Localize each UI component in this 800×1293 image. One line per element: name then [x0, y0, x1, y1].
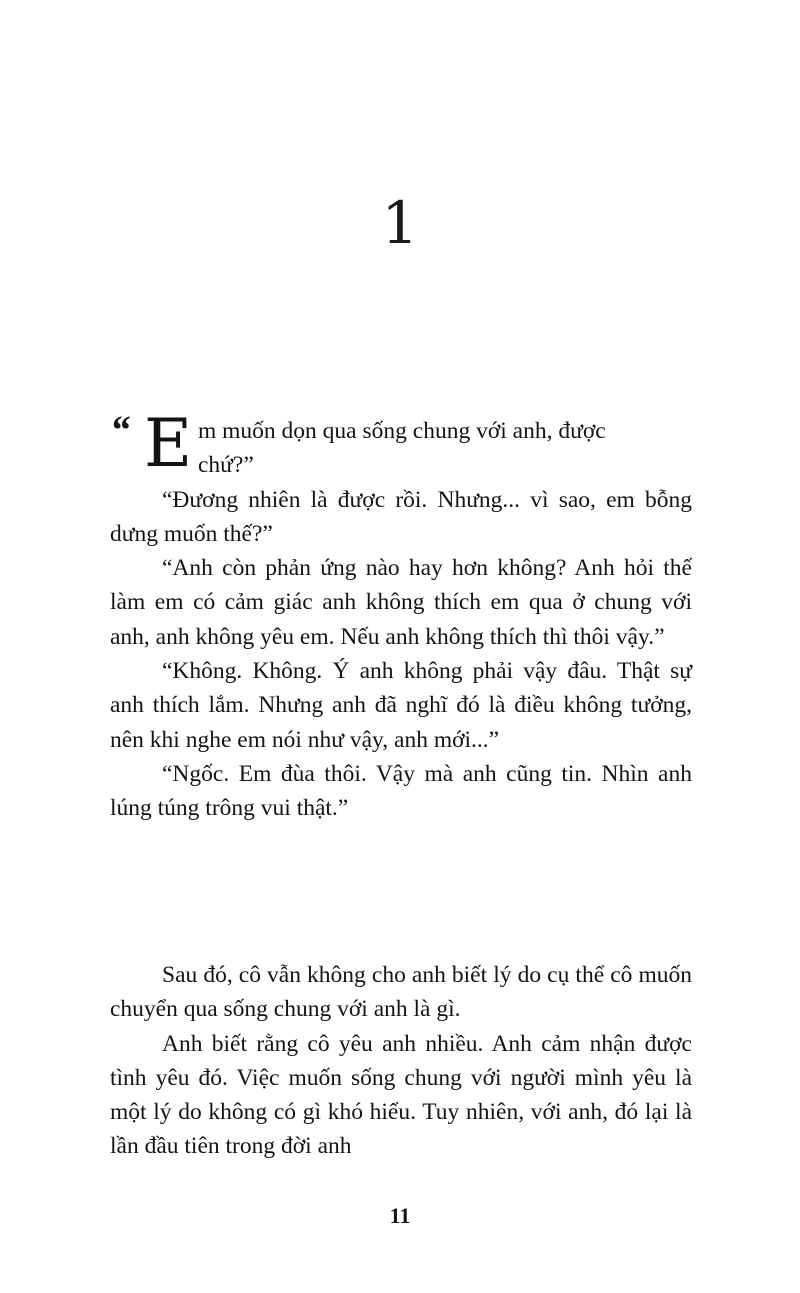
- drop-cap: E: [144, 405, 193, 482]
- chapter-number: 1: [381, 189, 419, 257]
- opening-quote-mark: “: [110, 407, 130, 452]
- paragraph: “Ngốc. Em đùa thôi. Vậy mà anh cũng tin. Nhìn anh lúng túng trông vui thật.”: [110, 760, 692, 822]
- opening-line-text: m muốn dọn qua sống chung với anh, được: [198, 418, 606, 444]
- paragraph: “Anh còn phản ứng nào hay hơn không? Anh hỏi thế làm em có cảm giác anh không thích em qua ở chung với anh, anh không yêu em. Nếu anh không thích thì thôi vậy.”: [110, 555, 692, 650]
- paragraph: “Không. Không. Ý anh không phải vậy đâu. Thật sự anh thích lắm. Nhưng anh đã nghĩ đó là điều không tưởng, nên khi nghe em nói như vậy, anh mới...”: [110, 658, 692, 753]
- opening-line-continuation: chứ?”: [198, 452, 254, 479]
- paragraph: Anh biết rằng cô yêu anh nhiều. Anh cảm nhận được tình yêu đó. Việc muốn sống chung với người mình yêu là một lý do không có gì khó hiểu. Tuy nhiên, với anh, đó lại là lần đầu tiên trong đời anh: [110, 1030, 692, 1160]
- paragraph: Sau đó, cô vẫn không cho anh biết lý do cụ thể cô muốn chuyển qua sống chung với anh là gì.: [110, 962, 692, 1023]
- narrative-section: [110, 958, 692, 1164]
- paragraph: “Đương nhiên là được rồi. Nhưng... vì sao, em bỗng dưng muốn thế?”: [110, 486, 692, 547]
- page-number: 11: [389, 1203, 411, 1228]
- dialogue-section: [110, 405, 692, 826]
